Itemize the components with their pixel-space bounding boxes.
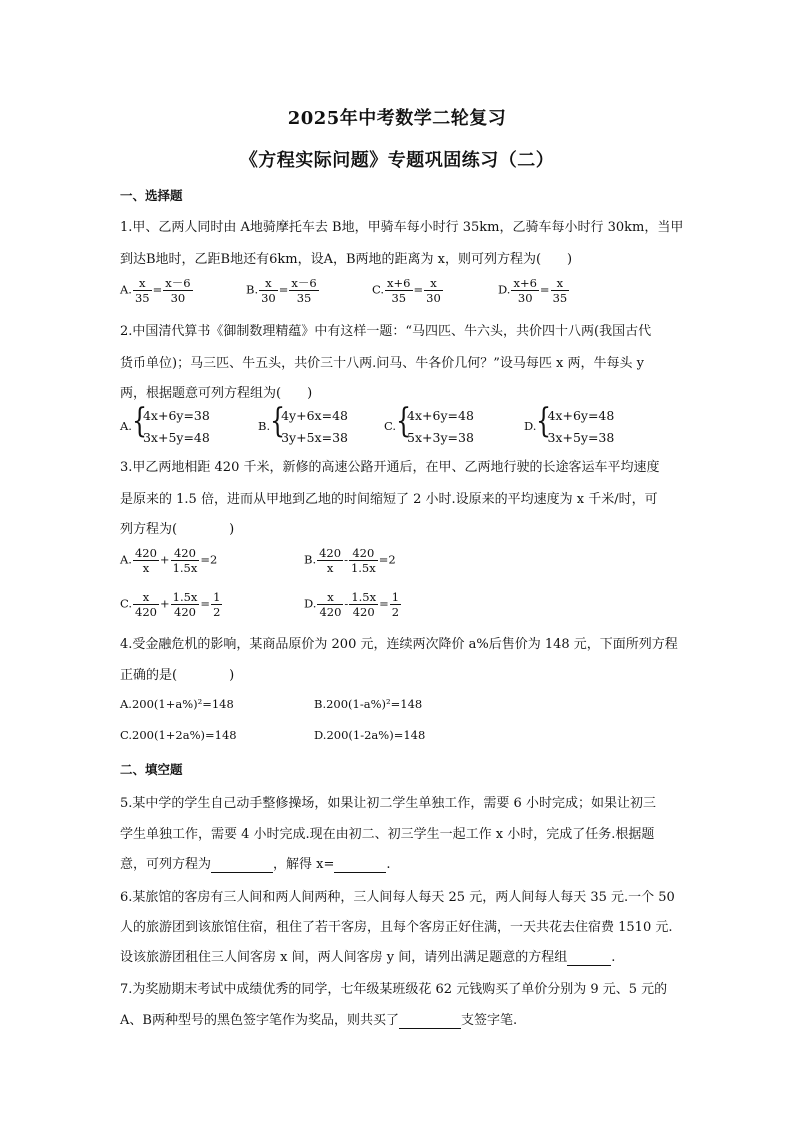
q3-option-a: A. $\frac{420}{x}$ + $\frac{420}{1.5x}$ =2 (120, 546, 218, 575)
question-2-line-2: 货币单位)；马三匹、牛五头，共价三十八两.问马、牛各价几何？”设马每匹 x 两，牛每头 y (120, 356, 644, 371)
q1-option-b: B. $\frac{x}{30}$ = $\frac{x-6}{35}$ (246, 276, 317, 305)
answer-blank-system[interactable] (567, 950, 611, 966)
q4-option-c: C.200(1+2a%)=148 (120, 728, 237, 742)
answer-blank-x[interactable] (334, 857, 386, 873)
question-6-line-1: 6.某旅馆的客房有三人间和两人间两种，三人间每人每天 25 元，两人间每人每天 35 元.一个 50 (120, 890, 675, 905)
question-3-line-2: 是原来的 1.5 倍，进而从甲地到乙地的时间缩短了 2 小时.设原来的平均速度为 x 千米/时，可 (120, 492, 658, 507)
q1-option-c: C. $\frac{x+6}{35}$ = $\frac{x}{30}$ (372, 276, 441, 305)
title-line-2: 《方程实际问题》专题巩固练习（二） (239, 150, 555, 171)
question-3-line-1: 3.甲乙两地相距 420 千米，新修的高速公路开通后，在甲、乙两地行驶的长途客运车平均速度 (120, 460, 660, 475)
q2-option-d: D. { 4x+6y=48 3x+5y=38 (524, 401, 615, 445)
question-5-line-1: 5.某中学的学生自己动手整修操场，如果让初二学生单独工作，需要 6 小时完成；如果让初三 (120, 796, 656, 811)
question-5-line-3: 意，可列方程为 ，解得 x= . (120, 857, 391, 872)
question-2-line-1: 2.中国清代算书《御制数理精蕴》中有这样一题：“马四匹、牛六头，共价四十八两(我国古代 (120, 324, 652, 339)
answer-blank-count[interactable] (399, 1013, 461, 1029)
answer-blank-equation[interactable] (211, 857, 273, 873)
q4-option-d: D.200(1-2a%)=148 (314, 728, 426, 742)
q4-option-b: B.200(1-a%)²=148 (314, 697, 423, 711)
question-1-line-1: 1.甲、乙两人同时由 A地骑摩托车去 B地，甲骑车每小时行 35km，乙骑车每小时行 30km，当甲 (120, 220, 684, 235)
q1-option-a: A. $\frac{x}{35}$ = $\frac{x-6}{30}$ (120, 276, 191, 305)
question-3-line-3: 列方程为( ) (120, 522, 235, 537)
question-7-line-1: 7.为奖励期末考试中成绩优秀的同学，七年级某班级花 62 元钱购买了单价分别为 9 元、5 元的 (120, 982, 668, 997)
q2-option-b: B. { 4y+6x=48 3y+5x=38 (258, 401, 348, 445)
question-1-line-2: 到达B地时，乙距B地还有6km，设A，B两地的距离为 x，则可列方程为( ) (120, 252, 573, 267)
section-heading-fill: 二、填空题 (120, 762, 183, 777)
question-6-line-2: 人的旅游团到该旅馆住宿，租住了若干客房，且每个客房正好住满，一天共花去住宿费 1510 元. (120, 920, 673, 935)
q3-option-d: D. $\frac{x}{420}$ - $\frac{1.5x}{420}$ = $\frac{1}{2}$ (304, 590, 400, 619)
question-6-line-3: 设该旅游团租住三人间客房 x 间，两人间客房 y 间，请列出满足题意的方程组 . (120, 950, 616, 965)
q2-option-a: A. { 4x+6y=38 3x+5y=48 (120, 401, 210, 445)
section-heading-choice: 一、选择题 (120, 188, 183, 203)
q3-option-c: C. $\frac{x}{420}$ + $\frac{1.5x}{420}$ = $\frac{1}{2}$ (120, 590, 221, 619)
question-4-line-1: 4.受金融危机的影响，某商品原价为 200 元，连续两次降价 a%后售价为 148 元，下面所列方程 (120, 637, 678, 652)
q3-option-b: B. $\frac{420}{x}$ - $\frac{420}{1.5x}$ =2 (304, 546, 396, 575)
question-5-line-2: 学生单独工作，需要 4 小时完成.现在由初二、初三学生一起工作 x 小时，完成了任务.根据题 (120, 827, 655, 842)
title-line-1: 2025年中考数学二轮复习 (287, 108, 507, 129)
question-2-line-3: 两，根据题意可列方程组为( ) (120, 386, 313, 401)
q4-option-a: A.200(1+a%)²=148 (120, 697, 234, 711)
question-4-line-2: 正确的是( ) (120, 668, 235, 683)
question-7-line-2: A、B两种型号的黑色签字笔作为奖品，则共买了 支签字笔. (120, 1013, 518, 1028)
q1-option-d: D. $\frac{x+6}{30}$ = $\frac{x}{35}$ (498, 276, 568, 305)
q2-option-c: C. { 4x+6y=48 5x+3y=38 (384, 401, 474, 445)
